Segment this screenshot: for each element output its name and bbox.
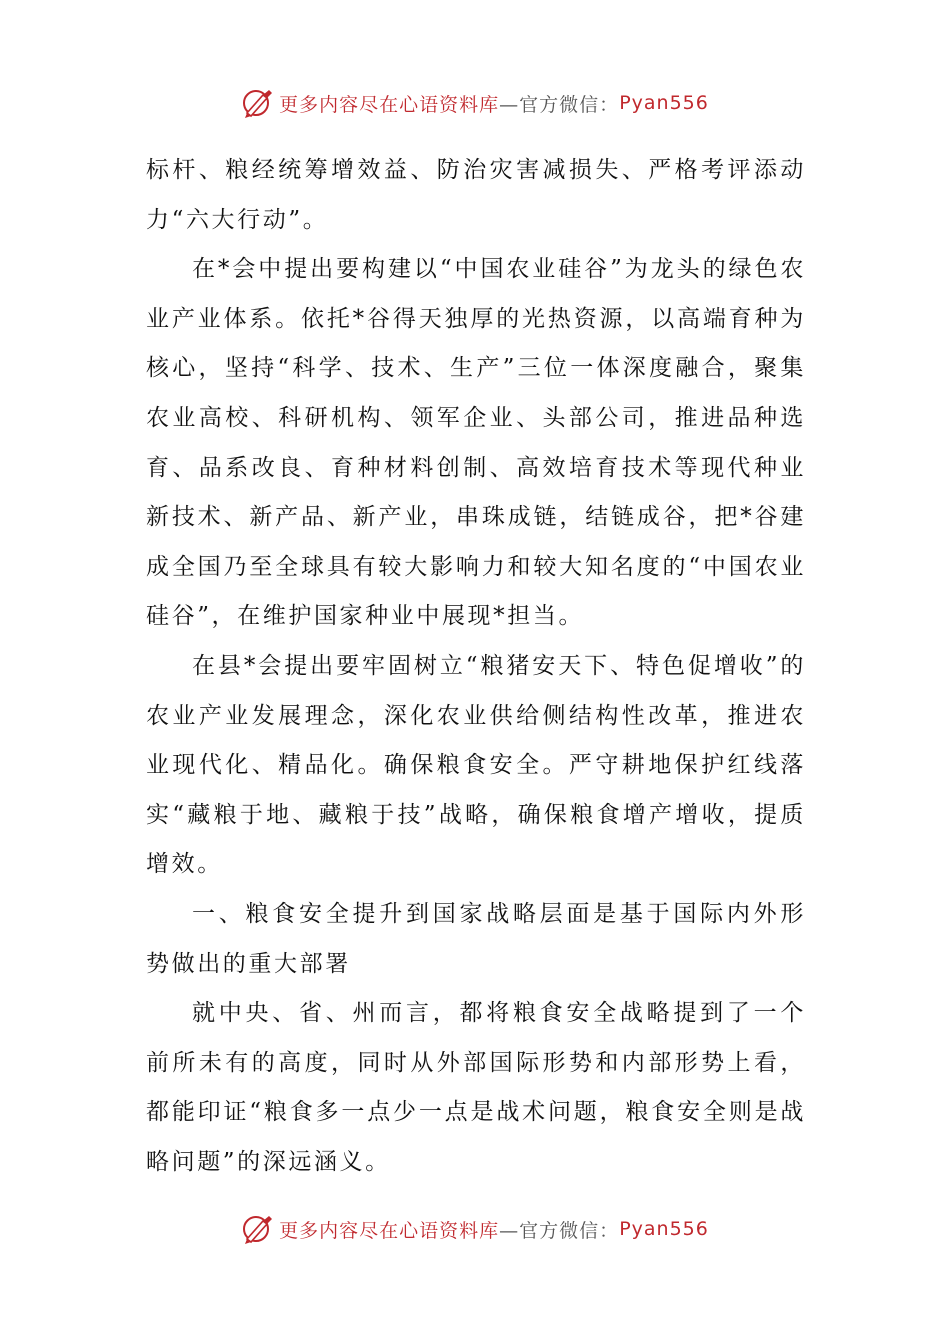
header-watermark-banner (0, 86, 950, 120)
banner-subtitle: —官方微信： (499, 93, 620, 116)
wechat-id: Pyan556 (619, 1218, 709, 1240)
pen-logo-icon (241, 87, 275, 119)
section-heading: 一、粮食安全提升到国家战略层面是基于国际内外形势做出的重大部署 (146, 900, 806, 977)
banner-subtitle: —官方微信： (499, 1219, 620, 1242)
banner-title: 更多内容尽在心语资料库 (279, 1219, 500, 1242)
document-body (146, 146, 806, 1187)
wechat-id: Pyan556 (619, 92, 709, 114)
banner-title: 更多内容尽在心语资料库 (279, 93, 500, 116)
paragraph: 在*会中提出要构建以“中国农业硅谷”为龙头的绿色农业产业体系。依托*谷得天独厚的光热资源，以高端育种为核心，坚持“科学、技术、生产”三位一体深度融合，聚集农业高校、科研机构、领军企业、头部公司，推进品种选育、品系改良、育种材料创制、高效培育技术等现代种业新技术、新产品、新产业，串珠成链，结链成谷，把*谷建成全国乃至全球具有较大影响力和较大知名度的“中国农业硅谷”，在维护国家种业中展现*担当。 (146, 256, 806, 630)
paragraph: 就中央、省、州而言，都将粮食安全战略提到了一个前所未有的高度，同时从外部国际形势和内部形势上看，都能印证“粮食多一点少一点是战术问题，粮食安全则是战略问题”的深远涵义。 (146, 1000, 806, 1175)
paragraph: 标杆、粮经统筹增效益、防治灾害减损失、严格考评添动力“六大行动”。 (146, 157, 806, 233)
footer-watermark-banner (0, 1212, 950, 1246)
pen-logo-icon (241, 1213, 275, 1245)
paragraph: 在县*会提出要牢固树立“粮猪安天下、特色促增收”的农业产业发展理念，深化农业供给侧结构性改革，推进农业现代化、精品化。确保粮食安全。严守耕地保护红线落实“藏粮于地、藏粮于技”战略，确保粮食增产增收，提质增效。 (146, 652, 806, 878)
